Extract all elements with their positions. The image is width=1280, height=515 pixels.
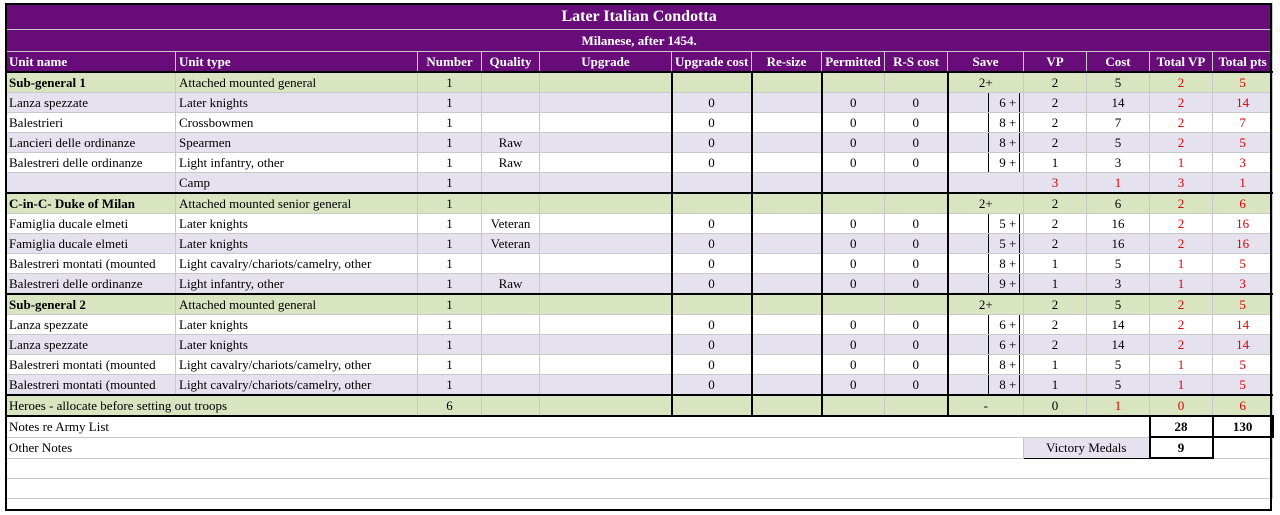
vp-cell: 2 [1024,335,1087,355]
quality-cell[interactable]: Raw [482,274,540,295]
upgrade-cell[interactable] [540,133,672,153]
upgrade-cell[interactable] [540,72,672,93]
army-list-sheet [5,3,1274,499]
upgrade-cell[interactable] [540,294,672,315]
upgrade-cost-cell[interactable]: 0 [672,234,752,254]
total-pts-cell: 14 [1213,93,1273,113]
cost-cell: 7 [1087,113,1150,133]
permitted-cell: 0 [822,234,885,254]
vp-cell: 1 [1024,355,1087,375]
upgrade-cost-cell[interactable]: 0 [672,214,752,234]
upgrade-cost-cell[interactable]: 0 [672,315,752,335]
heroes-row [6,395,1273,416]
quality-cell[interactable] [482,254,540,274]
number-cell[interactable]: 1 [418,133,482,153]
total-vp-cell: 1 [1150,153,1213,173]
rs-cost-cell: 0 [885,254,948,274]
permitted-cell: 0 [822,214,885,234]
heroes-permitted-cell [822,395,885,416]
upgrade-cost-cell[interactable]: 0 [672,274,752,295]
heroes-cost-cell: 1 [1087,395,1150,416]
number-cell[interactable]: 1 [418,173,482,194]
re-size-cell[interactable] [752,375,822,396]
permitted-cell: 0 [822,274,885,295]
permitted-cell [822,294,885,315]
total-pts-cell: 3 [1213,153,1273,173]
heroes-total-vp-cell: 0 [1150,395,1213,416]
vp-cell: 2 [1024,315,1087,335]
re-size-cell[interactable] [752,234,822,254]
blank-notes-row [6,458,1273,478]
save-cell: 8 + [948,254,1024,274]
upgrade-cell[interactable] [540,355,672,375]
total-vp-cell: 2 [1150,93,1213,113]
total-pts-cell: 16 [1213,234,1273,254]
upgrade-cost-cell[interactable]: 0 [672,355,752,375]
number-cell[interactable]: 1 [418,93,482,113]
column-header-save: Save [948,52,1024,73]
rs-cost-cell: 0 [885,234,948,254]
unit-type-cell[interactable]: Light infantry, other [176,153,418,173]
table-row [6,193,1273,214]
save-cell: 2+ [948,193,1024,214]
re-size-cell[interactable] [752,173,822,194]
save-cell [948,173,1024,194]
other-notes-label[interactable]: Other Notes [6,437,1024,458]
re-size-cell[interactable] [752,113,822,133]
table-row [6,335,1273,355]
quality-cell[interactable]: Raw [482,133,540,153]
total-vp-cell: 2 [1150,72,1213,93]
total-vp-cell: 1 [1150,254,1213,274]
rs-cost-cell: 0 [885,315,948,335]
quality-cell[interactable]: Raw [482,153,540,173]
column-header-number: Number [418,52,482,73]
permitted-cell: 0 [822,133,885,153]
total-pts-sum: 130 [1213,416,1273,437]
total-vp-sum: 28 [1150,416,1213,437]
table-row [6,173,1273,194]
upgrade-cost-cell[interactable] [672,72,752,93]
save-cell: 6 + [948,315,1024,335]
table-row [6,72,1273,93]
quality-cell[interactable] [482,193,540,214]
column-header-permitted: Permitted [822,52,885,73]
notes-row [6,416,1273,437]
rs-cost-cell: 0 [885,214,948,234]
vp-cell: 2 [1024,193,1087,214]
vp-cell: 3 [1024,173,1087,194]
unit-type-cell[interactable]: Attached mounted general [176,294,418,315]
total-pts-cell: 14 [1213,315,1273,335]
table-row [6,133,1273,153]
total-vp-cell: 2 [1150,133,1213,153]
number-cell[interactable]: 1 [418,234,482,254]
re-size-cell[interactable] [752,93,822,113]
number-cell[interactable]: 1 [418,153,482,173]
unit-name-cell[interactable]: Lanza spezzate [6,335,176,355]
unit-type-cell[interactable]: Light cavalry/chariots/camelry, other [176,254,418,274]
permitted-cell [822,72,885,93]
cost-cell: 5 [1087,294,1150,315]
column-header-cost: Cost [1087,52,1150,73]
total-pts-cell: 14 [1213,335,1273,355]
total-pts-cell: 5 [1213,133,1273,153]
total-vp-cell: 3 [1150,173,1213,194]
unit-name-cell[interactable]: Balestreri delle ordinanze [6,274,176,295]
cost-cell: 14 [1087,315,1150,335]
table-row [6,214,1273,234]
save-cell: 9 + [948,153,1024,173]
number-cell[interactable]: 1 [418,335,482,355]
quality-cell[interactable] [482,294,540,315]
cost-cell: 3 [1087,274,1150,295]
unit-type-cell[interactable]: Later knights [176,315,418,335]
vp-cell: 1 [1024,274,1087,295]
number-cell[interactable]: 1 [418,355,482,375]
upgrade-cost-cell[interactable]: 0 [672,153,752,173]
upgrade-cell[interactable] [540,234,672,254]
total-vp-cell: 1 [1150,355,1213,375]
upgrade-cell[interactable] [540,173,672,194]
blank-notes-cell[interactable] [6,478,1273,498]
total-pts-cell: 5 [1213,254,1273,274]
save-cell: 2+ [948,72,1024,93]
number-cell[interactable]: 1 [418,72,482,93]
upgrade-cell[interactable] [540,113,672,133]
re-size-cell[interactable] [752,294,822,315]
cost-cell: 14 [1087,93,1150,113]
total-vp-cell: 2 [1150,315,1213,335]
total-vp-cell: 2 [1150,214,1213,234]
unit-type-cell[interactable]: Attached mounted general [176,72,418,93]
total-pts-cell: 6 [1213,193,1273,214]
total-pts-cell: 3 [1213,274,1273,295]
table-row [6,93,1273,113]
cost-cell: 1 [1087,173,1150,194]
re-size-cell[interactable] [752,254,822,274]
vp-cell: 2 [1024,113,1087,133]
table-row [6,234,1273,254]
rs-cost-cell: 0 [885,153,948,173]
permitted-cell: 0 [822,254,885,274]
quality-cell[interactable] [482,335,540,355]
table-row [6,294,1273,315]
cost-cell: 5 [1087,72,1150,93]
permitted-cell: 0 [822,315,885,335]
cost-cell: 5 [1087,355,1150,375]
quality-cell[interactable] [482,113,540,133]
total-vp-cell: 2 [1150,335,1213,355]
re-size-cell[interactable] [752,214,822,234]
permitted-cell [822,193,885,214]
unit-type-cell[interactable]: Attached mounted senior general [176,193,418,214]
permitted-cell: 0 [822,93,885,113]
table-row [6,355,1273,375]
save-cell: 8 + [948,355,1024,375]
sheet-title: Later Italian Condotta [6,4,1273,30]
upgrade-cost-cell[interactable]: 0 [672,133,752,153]
table-row [6,315,1273,335]
heroes-rs-cost-cell [885,395,948,416]
number-cell[interactable]: 1 [418,294,482,315]
save-cell: 9 + [948,274,1024,295]
victory-medals-label: Victory Medals [1024,437,1150,458]
unit-type-cell[interactable]: Light infantry, other [176,274,418,295]
upgrade-cost-cell[interactable] [672,173,752,194]
permitted-cell: 0 [822,375,885,396]
number-cell[interactable]: 1 [418,315,482,335]
rs-cost-cell: 0 [885,133,948,153]
unit-type-cell[interactable]: Camp [176,173,418,194]
save-cell: 5 + [948,214,1024,234]
rs-cost-cell [885,193,948,214]
re-size-cell[interactable] [752,153,822,173]
table-row [6,113,1273,133]
total-vp-cell: 2 [1150,294,1213,315]
column-header-quality: Quality [482,52,540,73]
permitted-cell: 0 [822,113,885,133]
unit-type-cell[interactable]: Light cavalry/chariots/camelry, other [176,355,418,375]
unit-name-cell[interactable]: Sub-general 2 [6,294,176,315]
column-header-upgrade: Upgrade [540,52,672,73]
heroes-vp-cell: 0 [1024,395,1087,416]
upgrade-cell[interactable] [540,153,672,173]
unit-type-cell[interactable]: Later knights [176,214,418,234]
vp-cell: 2 [1024,93,1087,113]
upgrade-cell[interactable] [540,193,672,214]
heroes-number-cell[interactable]: 6 [418,395,482,416]
unit-name-cell[interactable]: C-in-C- Duke of Milan [6,193,176,214]
vp-cell: 2 [1024,234,1087,254]
upgrade-cell[interactable] [540,375,672,396]
rs-cost-cell: 0 [885,355,948,375]
rs-cost-cell [885,173,948,194]
unit-name-cell[interactable]: Famiglia ducale elmeti [6,234,176,254]
total-pts-cell: 7 [1213,113,1273,133]
cost-cell: 6 [1087,193,1150,214]
heroes-save-cell: - [948,395,1024,416]
upgrade-cost-cell[interactable]: 0 [672,93,752,113]
table-row [6,274,1273,295]
rs-cost-cell: 0 [885,335,948,355]
total-vp-cell: 2 [1150,193,1213,214]
total-pts-cell: 5 [1213,355,1273,375]
quality-cell[interactable]: Veteran [482,214,540,234]
permitted-cell: 0 [822,153,885,173]
cost-cell: 14 [1087,335,1150,355]
sheet-subtitle: Milanese, after 1454. [6,30,1273,52]
quality-cell[interactable] [482,315,540,335]
heroes-label: Heroes - allocate before setting out troops [6,395,418,416]
save-cell: 8 + [948,113,1024,133]
quality-cell[interactable] [482,375,540,396]
total-pts-cell: 1 [1213,173,1273,194]
cost-cell: 16 [1087,234,1150,254]
vp-cell: 2 [1024,214,1087,234]
unit-name-cell[interactable]: Balestreri montati (mounted [6,254,176,274]
number-cell[interactable]: 1 [418,375,482,396]
re-size-cell[interactable] [752,274,822,295]
total-vp-cell: 2 [1150,234,1213,254]
vp-cell: 1 [1024,254,1087,274]
unit-type-cell[interactable]: Later knights [176,234,418,254]
total-pts-cell: 5 [1213,294,1273,315]
upgrade-cell[interactable] [540,274,672,295]
upgrade-cell[interactable] [540,315,672,335]
permitted-cell: 0 [822,355,885,375]
upgrade-cost-cell[interactable]: 0 [672,335,752,355]
victory-medals-value: 9 [1150,437,1213,458]
cost-cell: 5 [1087,254,1150,274]
quality-cell[interactable] [482,72,540,93]
upgrade-cell[interactable] [540,93,672,113]
permitted-cell: 0 [822,335,885,355]
unit-type-cell[interactable]: Later knights [176,335,418,355]
save-cell: 6 + [948,93,1024,113]
rs-cost-cell [885,72,948,93]
unit-name-cell[interactable]: Lanza spezzate [6,93,176,113]
unit-name-cell[interactable]: Sub-general 1 [6,72,176,93]
total-vp-cell: 1 [1150,375,1213,396]
vp-cell: 2 [1024,294,1087,315]
unit-name-cell[interactable] [6,173,176,194]
column-header-unit-type: Unit type [176,52,418,73]
upgrade-cost-cell[interactable] [672,193,752,214]
save-cell: 8 + [948,375,1024,396]
rs-cost-cell: 0 [885,93,948,113]
vp-cell: 2 [1024,133,1087,153]
total-vp-cell: 1 [1150,274,1213,295]
heroes-upgrade-cost-cell [672,395,752,416]
save-cell: 6 + [948,335,1024,355]
heroes-re-size-cell [752,395,822,416]
re-size-cell[interactable] [752,335,822,355]
cost-cell: 5 [1087,375,1150,396]
other-notes-row [6,437,1273,458]
upgrade-cell[interactable] [540,254,672,274]
unit-name-cell[interactable]: Balestreri montati (mounted [6,375,176,396]
upgrade-cell[interactable] [540,214,672,234]
unit-type-cell[interactable]: Later knights [176,93,418,113]
cost-cell: 3 [1087,153,1150,173]
re-size-cell[interactable] [752,355,822,375]
quality-cell[interactable] [482,173,540,194]
column-header-upgrade-cost: Upgrade cost [672,52,752,73]
heroes-upgrade-cell [540,395,672,416]
save-cell: 2+ [948,294,1024,315]
unit-name-cell[interactable]: Balestreri montati (mounted [6,355,176,375]
total-vp-cell: 2 [1150,113,1213,133]
column-header-unit-name: Unit name [6,52,176,73]
quality-cell[interactable] [482,93,540,113]
upgrade-cell[interactable] [540,335,672,355]
total-pts-cell: 5 [1213,375,1273,396]
column-header-total-pts: Total pts [1213,52,1273,73]
upgrade-cost-cell[interactable]: 0 [672,113,752,133]
unit-type-cell[interactable]: Light cavalry/chariots/camelry, other [176,375,418,396]
vp-cell: 1 [1024,375,1087,396]
unit-type-cell[interactable]: Crossbowmen [176,113,418,133]
number-cell[interactable]: 1 [418,274,482,295]
re-size-cell[interactable] [752,193,822,214]
upgrade-cost-cell[interactable]: 0 [672,375,752,396]
column-header-vp: VP [1024,52,1087,73]
re-size-cell[interactable] [752,72,822,93]
number-cell[interactable]: 1 [418,113,482,133]
unit-name-cell[interactable]: Balestrieri [6,113,176,133]
re-size-cell[interactable] [752,315,822,335]
blank-notes-cell[interactable] [6,458,1273,478]
vp-cell: 2 [1024,72,1087,93]
column-header-total-vp: Total VP [1150,52,1213,73]
number-cell[interactable]: 1 [418,214,482,234]
rs-cost-cell: 0 [885,375,948,396]
total-pts-cell: 5 [1213,72,1273,93]
rs-cost-cell [885,294,948,315]
column-header-re-size: Re-size [752,52,822,73]
upgrade-cost-cell[interactable] [672,294,752,315]
number-cell[interactable]: 1 [418,254,482,274]
rs-cost-cell: 0 [885,113,948,133]
cost-cell: 16 [1087,214,1150,234]
unit-name-cell[interactable]: Famiglia ducale elmeti [6,214,176,234]
number-cell[interactable]: 1 [418,193,482,214]
quality-cell[interactable]: Veteran [482,234,540,254]
cost-cell: 5 [1087,133,1150,153]
unit-name-cell[interactable]: Lancieri delle ordinanze [6,133,176,153]
table-row [6,254,1273,274]
notes-label[interactable]: Notes re Army List [6,416,1150,437]
other-notes-end-cell [1213,437,1273,458]
save-cell: 8 + [948,133,1024,153]
rs-cost-cell: 0 [885,274,948,295]
upgrade-cost-cell[interactable]: 0 [672,254,752,274]
unit-name-cell[interactable]: Lanza spezzate [6,315,176,335]
vp-cell: 1 [1024,153,1087,173]
unit-type-cell[interactable]: Spearmen [176,133,418,153]
table-row [6,153,1273,173]
table-row [6,375,1273,396]
heroes-quality-cell [482,395,540,416]
unit-name-cell[interactable]: Balestreri delle ordinanze [6,153,176,173]
column-header-row [6,52,1273,73]
permitted-cell [822,173,885,194]
quality-cell[interactable] [482,355,540,375]
blank-notes-row [6,478,1273,498]
total-pts-cell: 16 [1213,214,1273,234]
save-cell: 5 + [948,234,1024,254]
column-header-rs-cost: R-S cost [885,52,948,73]
heroes-total-pts-cell: 6 [1213,395,1273,416]
re-size-cell[interactable] [752,133,822,153]
